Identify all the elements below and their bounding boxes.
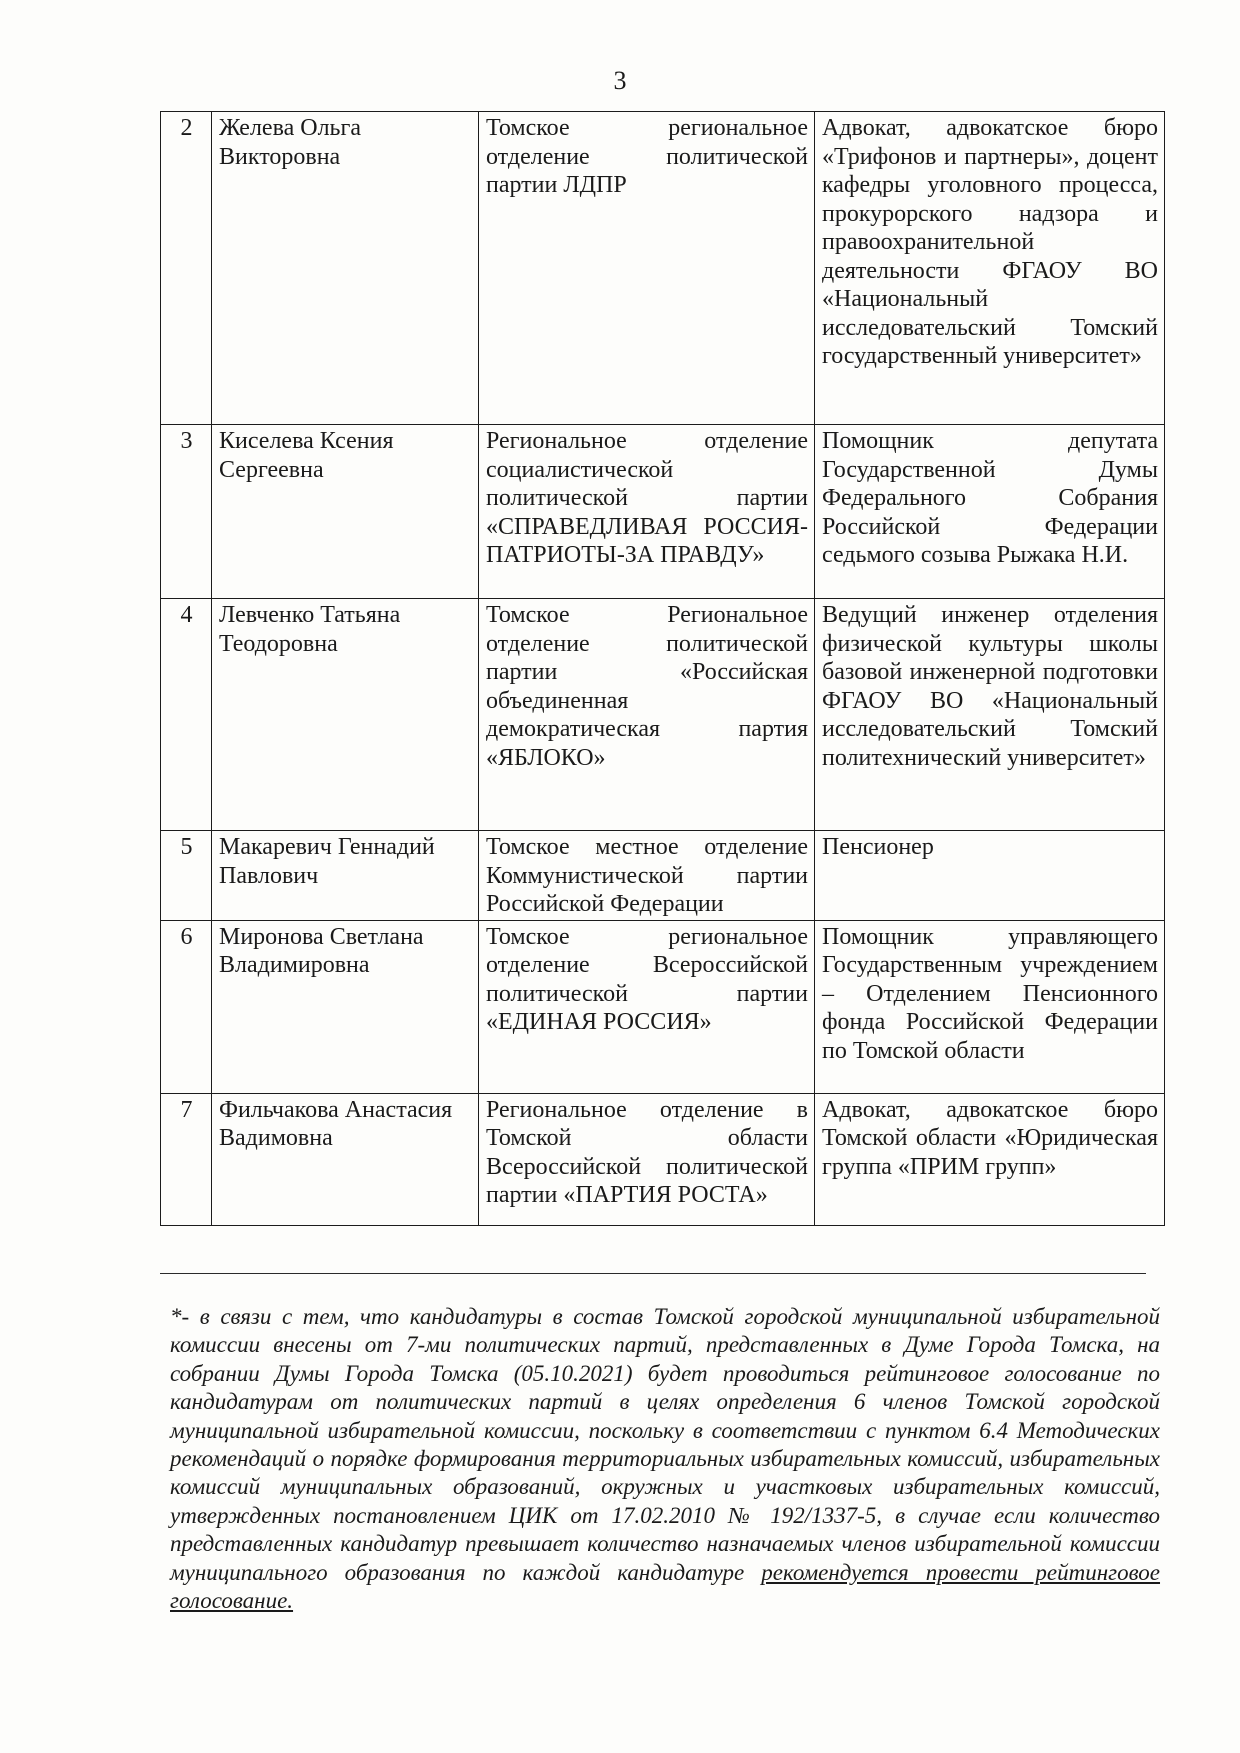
nominating-party: Региональное отделение социалистической политической партии «СПРАВЕДЛИВАЯ РОССИЯ-ПАТРИОТЫ-ЗА ПРАВДУ» [479,425,815,599]
candidate-name: Желева Ольга Викторовна [212,112,479,425]
table-row [161,599,1165,831]
workplace: Помощник управляющего Государственным учреждением – Отделением Пенсионного фонда Российской Федерации по Томской области [815,920,1165,1093]
nominating-party: Томское местное отделение Коммунистической партии Российской Федерации [479,831,815,921]
candidate-name: Макаревич Геннадий Павлович [212,831,479,921]
workplace: Адвокат, адвокатское бюро Томской области «Юридическая группа «ПРИМ групп» [815,1093,1165,1225]
workplace: Помощник депутата Государственной Думы Федерального Собрания Российской Федерации седьмого созыва Рыжака Н.И. [815,425,1165,599]
workplace: Пенсионер [815,831,1165,921]
footnote [170,1303,1160,1615]
row-number: 4 [161,599,212,831]
row-number: 7 [161,1093,212,1225]
nominating-party: Томское региональное отделение политической партии ЛДПР [479,112,815,425]
candidate-name: Киселева Ксения Сергеевна [212,425,479,599]
table-row [161,831,1165,921]
nominating-party: Томское региональное отделение Всероссийской политической партии «ЕДИНАЯ РОССИЯ» [479,920,815,1093]
page-number: 3 [613,66,627,95]
footnote-separator [160,1273,1146,1274]
table-row [161,920,1165,1093]
candidate-name: Миронова Светлана Владимировна [212,920,479,1093]
table-row [161,1093,1165,1225]
footnote-text: *- в связи с тем, что кандидатуры в состав Томской городской муниципальной избирательной комиссии внесены от 7-ми политических партий, представленных в Думе Города Томска, на собрании Думы Города Томска (05.10.2021) будет проводиться рейтинговое голосование по кандидатурам от политических партий в целях определения 6 членов Томской городской муниципальной избирательной комиссии, поскольку в соответствии с пунктом 6.4 Методических рекомендаций о порядке формирования территориальных избирательных комиссий, избирательных комиссий муниципальных образований, окружных и участковых избирательных комиссий, утвержденных постановлением ЦИК от 17.02.2010 № 192/1337-5, в случае если количество представленных кандидатур превышает количество назначаемых членов избирательной комиссии муниципального образования по каждой кандидатуре [170,1304,1160,1585]
table-row [161,425,1165,599]
row-number: 5 [161,831,212,921]
candidate-name: Фильчакова Анастасия Вадимовна [212,1093,479,1225]
row-number: 3 [161,425,212,599]
table-row [161,112,1165,425]
workplace: Адвокат, адвокатское бюро «Трифонов и партнеры», доцент кафедры уголовного процесса, прокурорского надзора и правоохранительной деятельности ФГАОУ ВО «Национальный исследовательский Томский государственный университет» [815,112,1165,425]
candidates-table [160,111,1165,1226]
row-number: 2 [161,112,212,425]
row-number: 6 [161,920,212,1093]
footnote-emphasis: рекомендуется провести рейтинговое голосование. [170,1559,1161,1614]
workplace: Ведущий инженер отделения физической культуры школы базовой инженерной подготовки ФГАОУ ВО «Национальный исследовательский Томский политехнический университет» [815,599,1165,831]
candidate-name: Левченко Татьяна Теодоровна [212,599,479,831]
nominating-party: Томское Региональное отделение политической партии «Российская объединенная демократическая партия «ЯБЛОКО» [479,599,815,831]
nominating-party: Региональное отделение в Томской области Всероссийской политической партии «ПАРТИЯ РОСТА» [479,1093,815,1225]
